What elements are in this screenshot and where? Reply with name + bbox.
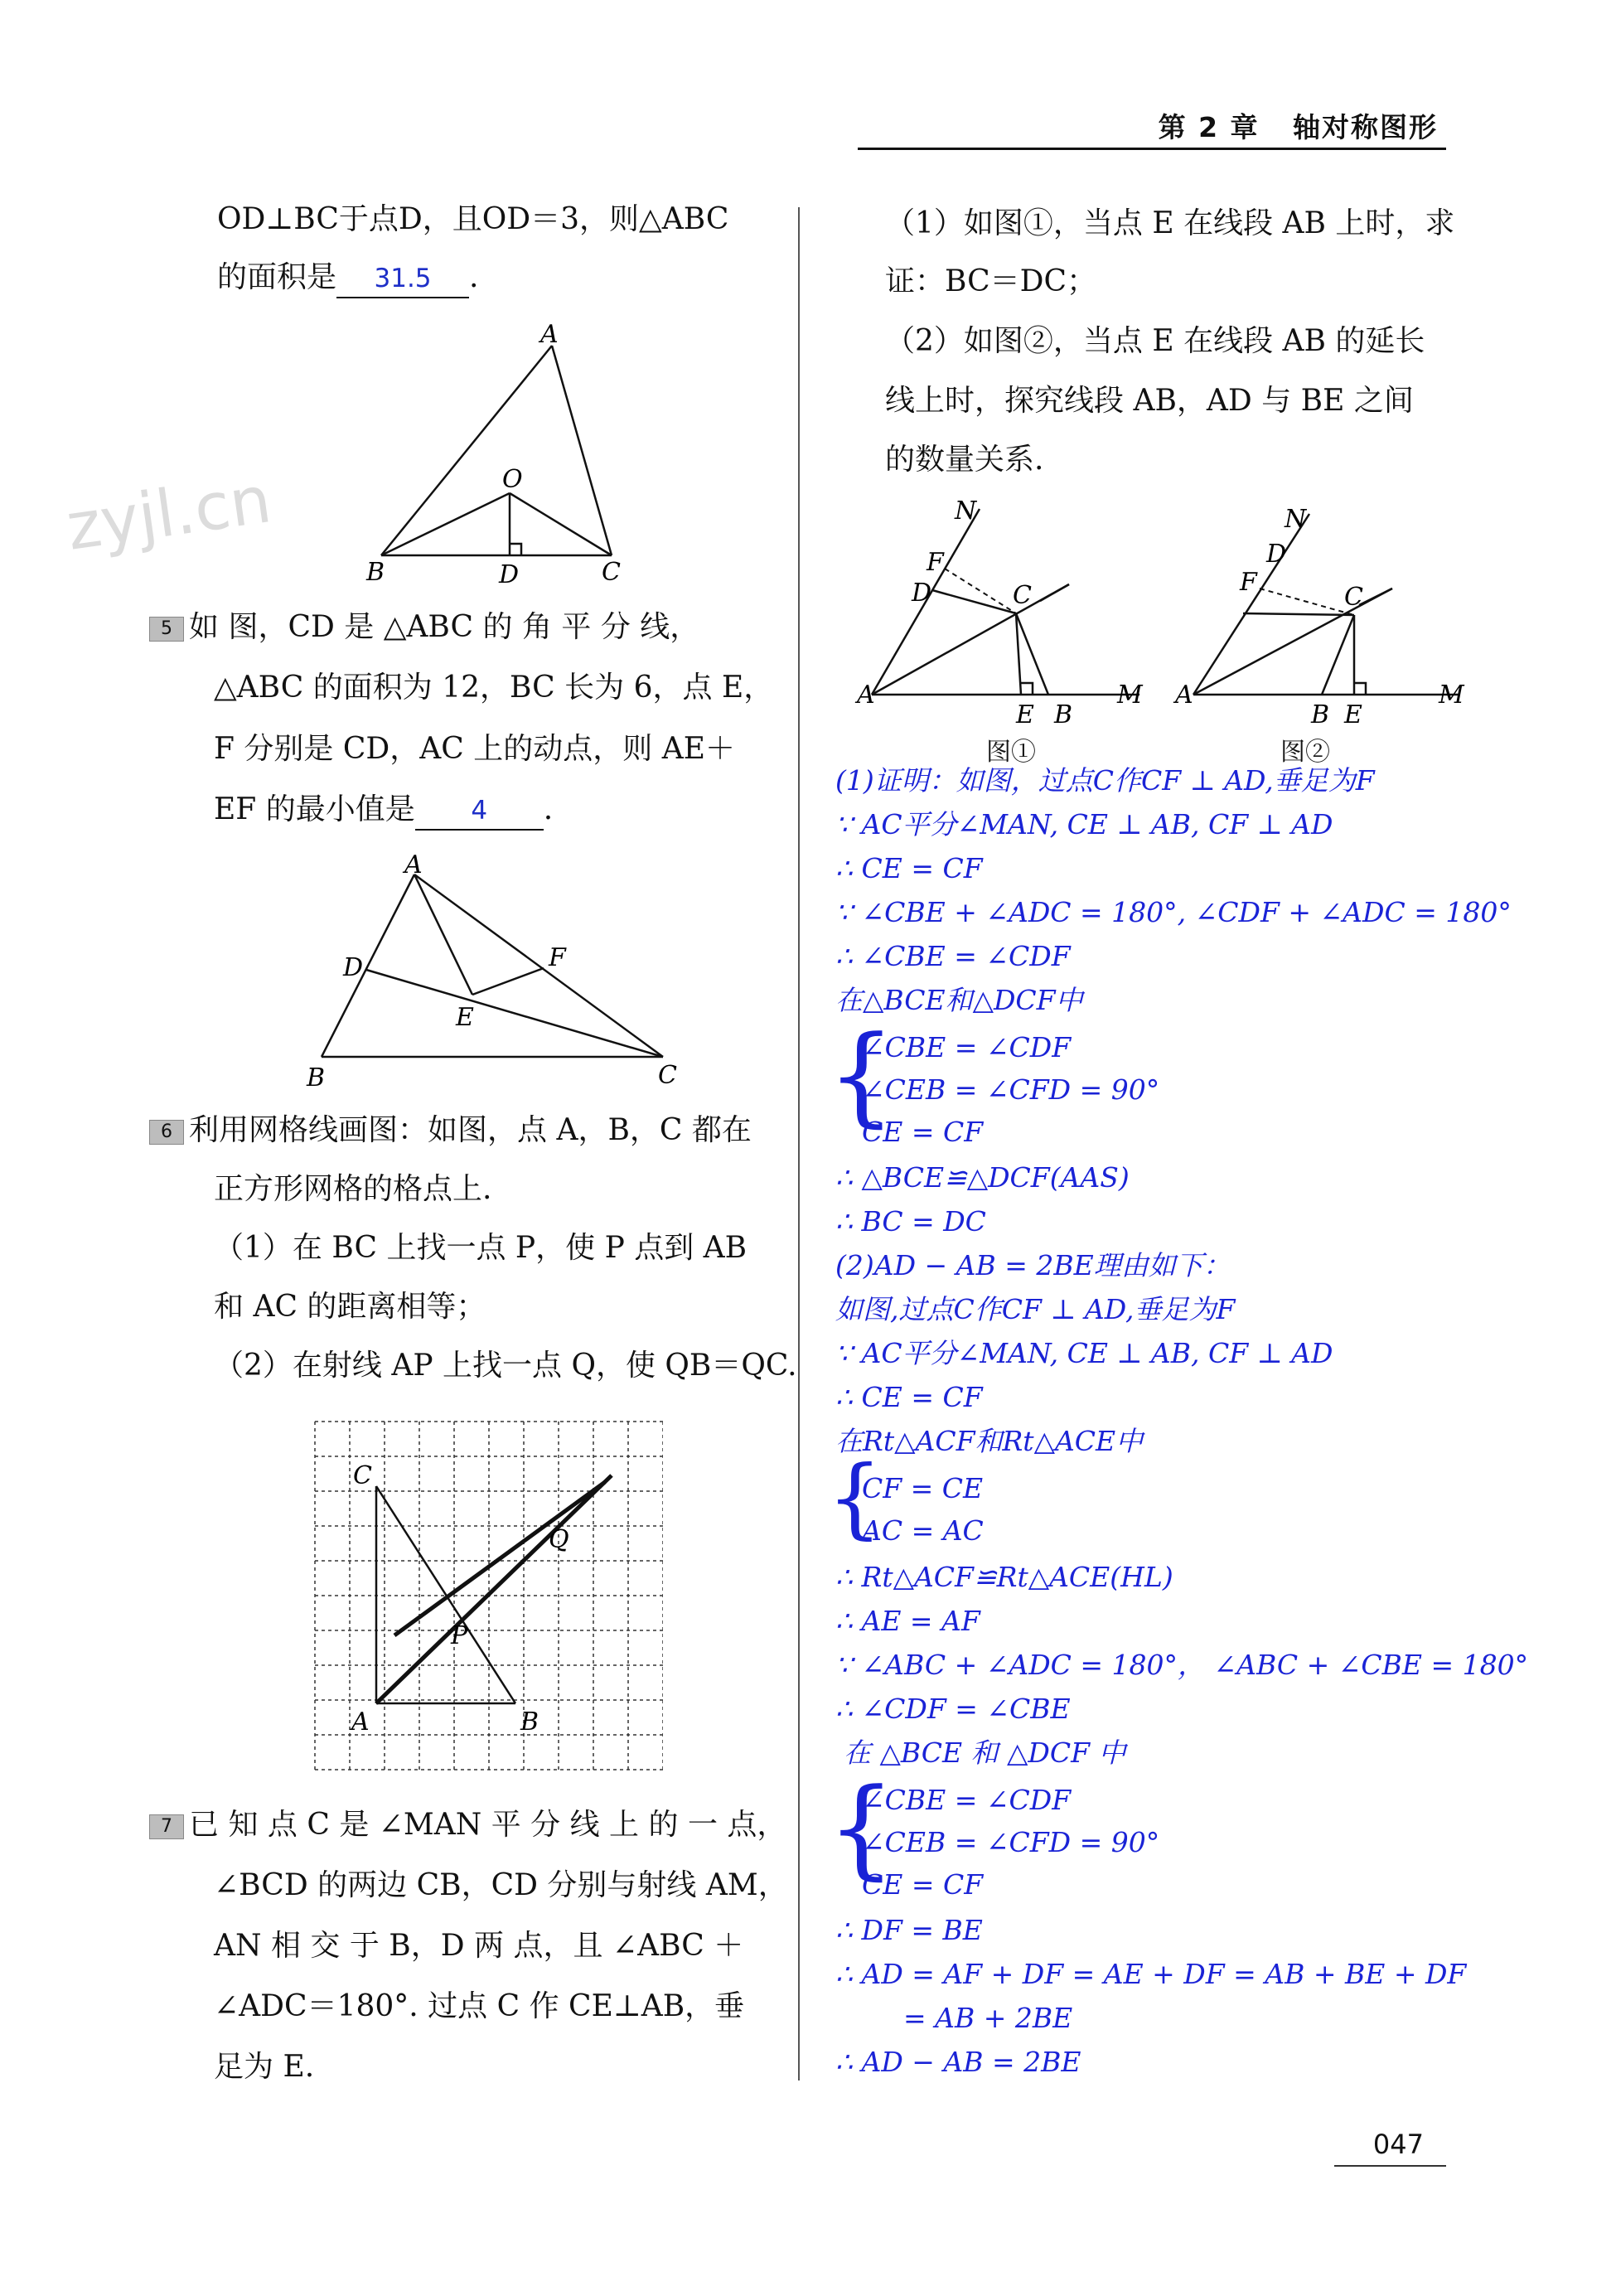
watermark: zyjl.cn	[61, 463, 276, 565]
solution-line-30: ∴ AD − AB = 2BE	[835, 2046, 1081, 2078]
fig1-label-M: M	[1117, 681, 1143, 710]
fig1-label-B: B	[1054, 700, 1073, 729]
q6-line2: 正方形网格的格点上.	[214, 1172, 492, 1206]
q7-line2: ∠BCD 的两边 CB，CD 分别与射线 AM，	[214, 1868, 788, 1902]
fig6-label-C: C	[353, 1461, 372, 1490]
fig1-label-E: E	[1016, 700, 1034, 729]
q7-number-badge: 7	[149, 1814, 184, 1839]
solution-line-22: ∴ ∠CDF = ∠CBE	[835, 1693, 1071, 1725]
solution-line-9: CE = CF	[862, 1116, 984, 1148]
solution-line-4: ∵ ∠CBE + ∠ADC = 180°, ∠CDF + ∠ADC = 180°	[835, 896, 1512, 928]
q7-line4: ∠ADC＝180°. 过点 C 作 CE⊥AB，垂	[214, 1989, 745, 2023]
page-number: 047	[1372, 2129, 1424, 2160]
q6-line1	[149, 1112, 752, 1149]
solution-line-21: ∵ ∠ABC + ∠ADC = 180°， ∠ABC + ∠CBE = 180°	[835, 1649, 1529, 1681]
q4-line2-post: .	[469, 260, 479, 294]
solution-line-3: ∴ CE = CF	[835, 852, 983, 884]
fig2-label-N: N	[1285, 505, 1307, 534]
q7-part2-line2: 线上时，探究线段 AB，AD 与 BE 之间	[885, 384, 1414, 418]
q6-line4: 和 AC 的距离相等；	[214, 1290, 486, 1324]
solution-line-23: 在 △BCE 和 △DCF 中	[844, 1737, 1126, 1769]
page-number-rule	[1334, 2165, 1446, 2167]
chapter-title: 轴对称图形	[1293, 111, 1438, 143]
solution-line-15: ∴ CE = CF	[835, 1381, 983, 1413]
q6-line3: （1）在 BC 上找一点 P，使 P 点到 AB	[214, 1231, 748, 1265]
q7-part2-line3: 的数量关系.	[885, 443, 1044, 477]
figure-1-caption: 图①	[986, 738, 1036, 767]
solution-line-1: (1)证明：如图，过点C作CF ⊥ AD,垂足为F	[835, 764, 1375, 797]
fig5-label-C: C	[658, 1061, 677, 1090]
solution-brace-3: {	[827, 1765, 896, 1891]
fig6-label-Q: Q	[549, 1525, 569, 1554]
header-rule	[858, 148, 1446, 150]
solution-line-26: CE = CF	[862, 1868, 984, 1901]
solution-line-16: 在Rt△ACF和Rt△ACE中	[835, 1425, 1144, 1457]
solution-line-2: ∵ AC平分∠MAN, CE ⊥ AB, CF ⊥ AD	[835, 808, 1333, 840]
q7-part2-line1: （2）如图②，当点 E 在线段 AB 的延长	[885, 324, 1425, 358]
fig2-label-B: B	[1311, 700, 1330, 729]
fig6-label-P: P	[451, 1621, 468, 1650]
chapter-number: 第 2 章	[1158, 111, 1260, 143]
q5-answer: 4	[415, 792, 544, 831]
q6-number-badge: 6	[149, 1120, 184, 1145]
column-divider	[798, 207, 800, 2080]
solution-line-12: (2)AD − AB = 2BE理由如下：	[835, 1249, 1231, 1281]
solution-line-29: = AB + 2BE	[903, 2002, 1073, 2034]
figure-2-caption: 图②	[1280, 738, 1330, 767]
q5-line2: △ABC 的面积为 12，BC 长为 6，点 E，	[214, 671, 774, 705]
q7-figure-2	[1168, 497, 1475, 729]
fig5-label-B: B	[307, 1063, 326, 1092]
q6-line5: （2）在射线 AP 上找一点 Q，使 QB＝QC.	[214, 1349, 797, 1383]
fig1-label-A: A	[857, 681, 875, 710]
chapter-header	[1159, 106, 1438, 145]
q7-text-1: 已 知 点 C 是 ∠MAN 平 分 线 上 的 一 点，	[189, 1808, 787, 1842]
fig1-label-N: N	[955, 497, 977, 526]
q7-line5: 足为 E.	[214, 2050, 315, 2084]
fig2-label-F: F	[1240, 568, 1257, 597]
fig4-label-B: B	[366, 558, 385, 584]
q4-line1: OD⊥BC于点D，且OD＝3，则△ABC	[217, 202, 729, 236]
fig1-label-F: F	[927, 548, 944, 577]
fig5-label-E: E	[456, 1003, 474, 1032]
q5-line4-pre: EF 的最小值是	[214, 792, 415, 826]
solution-line-8: ∠CEB = ∠CFD = 90°	[862, 1073, 1160, 1106]
fig4-label-O: O	[502, 465, 523, 494]
q5-number-badge: 5	[149, 617, 184, 642]
fig2-label-E: E	[1344, 700, 1362, 729]
q4-line2	[217, 259, 478, 298]
solution-line-11: ∴ BC = DC	[835, 1205, 986, 1238]
solution-line-24: ∠CBE = ∠CDF	[862, 1784, 1072, 1816]
q7-part1-line1: （1）如图①，当点 E 在线段 AB 上时，求	[885, 206, 1455, 240]
fig5-label-D: D	[343, 953, 364, 982]
q5-line4-post: .	[543, 792, 554, 826]
q6-text-1: 利用网格线画图：如图，点 A，B，C 都在	[189, 1113, 752, 1147]
solution-line-27: ∴ DF = BE	[835, 1914, 983, 1946]
fig2-label-A: A	[1175, 681, 1193, 710]
fig5-label-A: A	[404, 850, 423, 879]
solution-line-5: ∴ ∠CBE = ∠CDF	[835, 940, 1071, 972]
solution-line-18: AC = AC	[862, 1514, 984, 1547]
q4-answer: 31.5	[336, 260, 469, 298]
fig6-label-B: B	[520, 1707, 539, 1737]
q5-line3: F 分别是 CD，AC 上的动点，则 AE＋	[214, 732, 735, 766]
q7-line3: AN 相 交 于 B，D 两 点，且 ∠ABC ＋	[214, 1929, 744, 1963]
fig4-label-A: A	[540, 320, 559, 349]
fig1-label-D: D	[912, 579, 932, 608]
fig2-label-D: D	[1266, 540, 1287, 569]
q4-figure	[348, 319, 646, 584]
fig2-label-M: M	[1439, 681, 1464, 710]
fig1-label-C: C	[1013, 581, 1032, 610]
solution-line-28: ∴ AD = AF + DF = AE + DF = AB + BE + DF	[835, 1958, 1467, 1990]
solution-line-25: ∠CEB = ∠CFD = 90°	[862, 1826, 1160, 1858]
fig5-label-F: F	[549, 943, 566, 972]
q7-line1	[149, 1807, 786, 1843]
q6-grid-figure	[307, 1413, 663, 1778]
solution-line-13: 如图,过点C作CF ⊥ AD,垂足为F	[835, 1293, 1236, 1325]
fig4-label-D: D	[499, 560, 520, 584]
solution-line-20: ∴ AE = AF	[835, 1605, 980, 1637]
solution-line-14: ∵ AC平分∠MAN, CE ⊥ AB, CF ⊥ AD	[835, 1337, 1333, 1369]
solution-brace-1: {	[827, 1012, 896, 1138]
q5-figure	[298, 850, 696, 1098]
q5-line1	[149, 609, 699, 646]
solution-brace-2: {	[827, 1447, 883, 1548]
q5-text-1: 如 图，CD 是 △ABC 的 角 平 分 线，	[189, 610, 700, 644]
q5-line4	[214, 792, 553, 831]
q7-part1-line2: 证：BC＝DC；	[885, 264, 1097, 298]
solution-line-19: ∴ Rt△ACF≌Rt△ACE(HL)	[835, 1561, 1173, 1593]
q7-figure-1	[854, 497, 1152, 729]
fig6-label-A: A	[351, 1707, 370, 1737]
solution-line-10: ∴ △BCE≌△DCF(AAS)	[835, 1161, 1130, 1194]
solution-line-6: 在△BCE和△DCF中	[835, 984, 1083, 1016]
solution-line-17: CF = CE	[862, 1472, 984, 1504]
fig4-label-C: C	[602, 558, 621, 584]
q4-line2-pre: 的面积是	[217, 260, 337, 294]
fig2-label-C: C	[1344, 583, 1363, 612]
solution-line-7: ∠CBE = ∠CDF	[862, 1031, 1072, 1063]
